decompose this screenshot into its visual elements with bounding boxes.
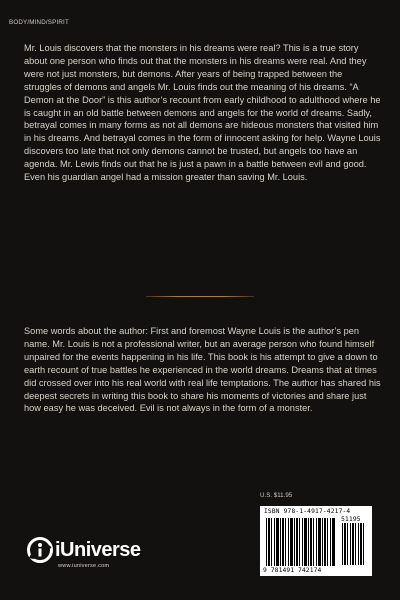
- barcode-bars: [266, 518, 336, 566]
- isbn-barcode: [260, 506, 372, 576]
- section-divider: [146, 296, 254, 297]
- iuniverse-logo-icon: [26, 536, 54, 564]
- publisher-logo: [26, 536, 166, 570]
- category-label: BODY/MIND/SPIRIT: [9, 19, 69, 26]
- author-paragraph: Some words about the author: First and foremost Wayne Louis is the author’s pen name. Mr. Louis is not a professional writer, but an average person who found himself unpaired for the events happening in his life. This book is his attempt to give a down to earth recount of true battles he experienced in the world dreams. Dreams that at times did crossed over into his real world with real life temptations. The author has shared his deepest secrets in writing this book to share his moments of victories and share just how easy he was deceived. Evil is not always in the form of a monster.: [24, 326, 381, 414]
- publisher-url: www.iuniverse.com: [58, 563, 110, 569]
- synopsis-paragraph: Mr. Louis discovers that the monsters in his dreams were real? This is a true story about one person who finds out that the monsters in his dreams were real. And they were not just monsters, but demons. After years of being trapped between the struggles of demons and angels Mr. Louis finds out the meaning of his dreams. “A Demon at the Door” is this author’s recount from early childhood to adulthood where he is caught in an old battle between demons and angels for the world of dreams. Sadly, betrayal comes in many forms as not all demons are hideous monsters that visited him in his dreams. And betrayal comes in the form of innocent asking for help. Wayne Louis discovers too late that not only demons cannot be trusted, but angels too have an agenda. Mr. Lewis finds out that he is just a pawn in a battle between evil and good. Even his guardian angel had a mission greater than saving Mr. Louis.: [24, 43, 381, 183]
- barcode-ean-digits: 9 781491 742174: [263, 567, 322, 574]
- isbn-text: ISBN 978-1-4917-4217-4: [264, 508, 351, 515]
- publisher-name: iUniverse: [55, 539, 141, 561]
- barcode-addon-bars: [342, 523, 366, 565]
- barcode-addon-digits: 51195: [341, 515, 361, 523]
- price-label: U.S. $11.95: [260, 492, 293, 499]
